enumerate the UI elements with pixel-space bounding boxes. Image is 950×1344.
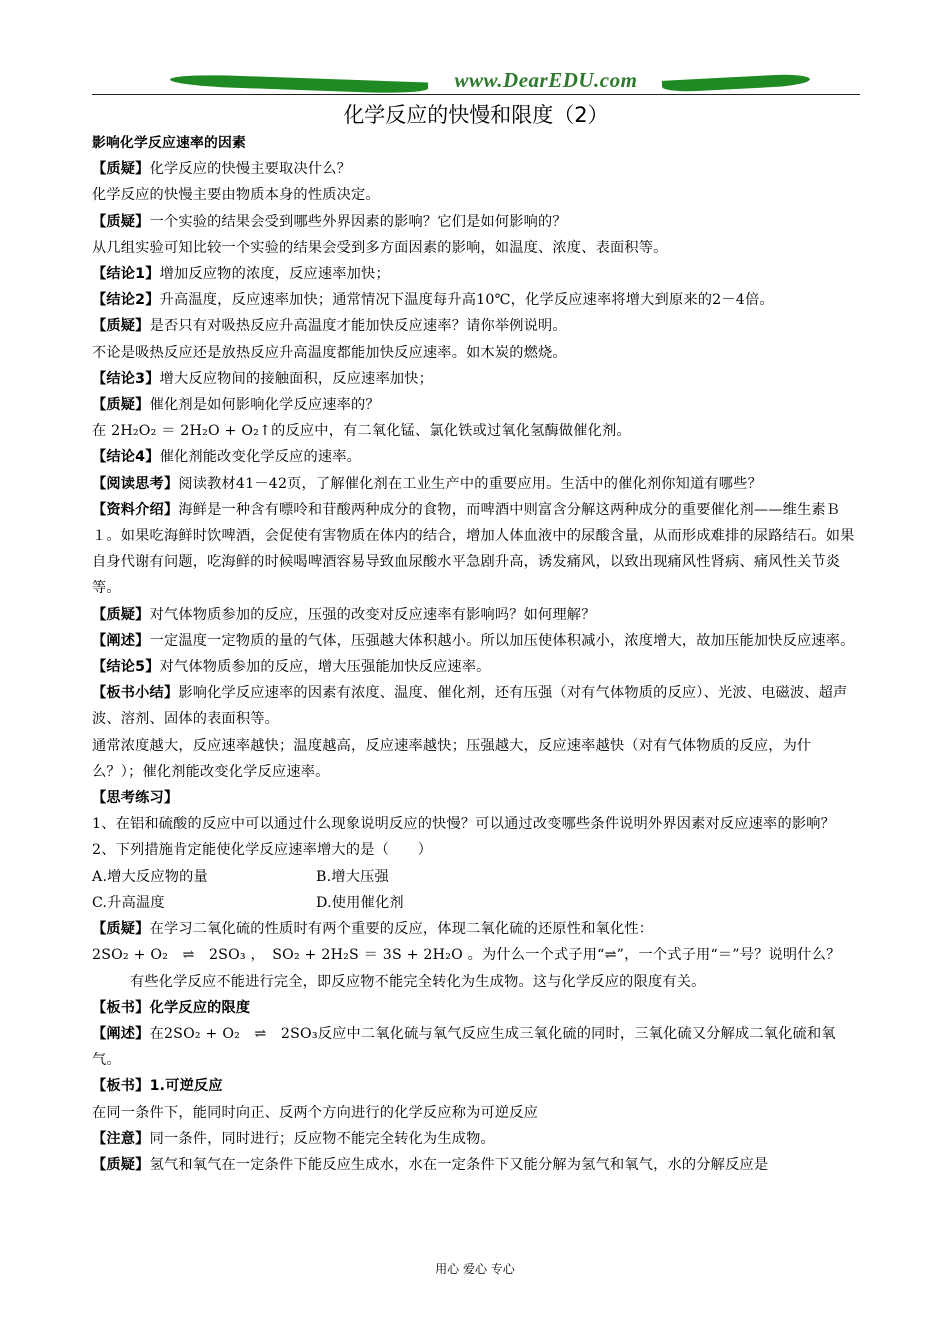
- paragraph-text: 化学反应的限度: [149, 999, 251, 1016]
- body-paragraph: 2、下列措施肯定能使化学反应速率增大的是（ ）: [92, 842, 433, 859]
- site-header: [92, 70, 860, 100]
- tagged-paragraph: [92, 261, 860, 287]
- paragraph-tag: 【质疑】: [92, 921, 150, 938]
- right-leaf-decoration: [662, 73, 810, 93]
- body-paragraph: 在 2H₂O₂ ＝ 2H₂O + O₂↑的反应中，有二氧化锰、氯化铁或过氧化氢酶做催化剂。: [92, 423, 631, 440]
- paragraph-tag: 【质疑】: [92, 318, 150, 335]
- paragraph-tag: 【质疑】: [92, 397, 150, 414]
- tagged-paragraph: [92, 1073, 860, 1099]
- page-title: 化学反应的快慢和限度（2）: [343, 103, 609, 127]
- paragraph-text: 一定温度一定物质的量的气体，压强越大体积越小。所以加压使体积减小，浓度增大，故加压能加快反应速率。: [149, 632, 855, 649]
- paragraph-text: 在2SO₂ + O₂ ⇌ 2SO₃反应中二氧化硫与氧气反应生成三氧化硫的同时，三氧化硫又分解成二氧化硫和氧气。: [92, 1025, 836, 1069]
- paragraph-tag: 【阐述】: [92, 632, 150, 649]
- paragraph-tag: 【质疑】: [92, 1156, 150, 1173]
- tagged-paragraph: [92, 628, 860, 654]
- tagged-paragraph: [92, 785, 860, 811]
- site-brand-logo: www.DearEDU.com: [454, 68, 638, 92]
- answer-options-row: [92, 864, 860, 890]
- paragraph-text: 化学反应的快慢主要取决什么？: [149, 161, 351, 178]
- paragraph-tag: 【质疑】: [92, 213, 150, 230]
- section-heading: 影响化学反应速率的因素: [92, 135, 246, 151]
- tagged-paragraph: [92, 471, 860, 497]
- paragraph-text: 在学习二氧化硫的性质时有两个重要的反应，体现二氧化硫的还原性和氧化性：: [149, 921, 654, 938]
- paragraph-tag: 【板书小结】: [92, 685, 179, 702]
- tagged-paragraph: [92, 916, 860, 942]
- paragraph-tag: 【结论1】: [92, 266, 160, 283]
- paragraph-tag: 【资料介绍】: [92, 501, 179, 518]
- paragraph-text: 氢气和氧气在一定条件下能反应生成水，水在一定条件下又能分解为氢气和氧气，水的分解反应是: [149, 1156, 769, 1173]
- paragraph-tag: 【注意】: [92, 1130, 150, 1147]
- paragraph-tag: 【结论2】: [92, 292, 160, 309]
- tagged-paragraph: [92, 654, 860, 680]
- body-paragraph: 不论是吸热反应还是放热反应升高温度都能加快反应速率。如木炭的燃烧。: [92, 344, 567, 361]
- tagged-paragraph: [92, 680, 860, 732]
- body-paragraph: 有些化学反应不能进行完全，即反应物不能完全转化为生成物。这与化学反应的限度有关。: [130, 973, 706, 990]
- paragraph-text: 增加反应物的浓度，反应速率加快；: [159, 266, 390, 283]
- tagged-paragraph: [92, 1126, 860, 1152]
- answer-option: D.使用催化剂: [316, 894, 404, 911]
- body-paragraph: 通常浓度越大，反应速率越快；温度越高，反应速率越快；压强越大，反应速率越快（对有气体物质的反应，为什么？）；催化剂能改变化学反应速率。: [92, 737, 812, 780]
- tagged-paragraph: [92, 209, 860, 235]
- paragraph-tag: 【思考练习】: [92, 790, 179, 807]
- tagged-paragraph: [92, 313, 860, 339]
- paragraph-text: 催化剂能改变化学反应的速率。: [159, 449, 362, 466]
- tagged-paragraph: [92, 497, 860, 602]
- paragraph-tag: 【质疑】: [92, 161, 150, 178]
- paragraph-text: 1.可逆反应: [149, 1078, 223, 1095]
- answer-options-row: [92, 890, 860, 916]
- tagged-paragraph: [92, 287, 860, 313]
- paragraph-tag: 【结论5】: [92, 659, 160, 676]
- body-paragraph: 在同一条件下，能同时向正、反两个方向进行的化学反应称为可逆反应: [92, 1104, 539, 1121]
- paragraph-text: 催化剂是如何影响化学反应速率的？: [149, 397, 380, 414]
- tagged-paragraph: [92, 444, 860, 470]
- answer-option: B.增大压强: [316, 868, 389, 885]
- tagged-paragraph: [92, 602, 860, 628]
- paragraph-text: 对气体物质参加的反应，增大压强能加快反应速率。: [159, 659, 491, 676]
- answer-option: A.增大反应物的量: [92, 868, 208, 885]
- answer-option: C.升高温度: [92, 894, 165, 911]
- paragraph-tag: 【板书】: [92, 1078, 150, 1095]
- tagged-paragraph: [92, 1152, 860, 1178]
- paragraph-text: 增大反应物间的接触面积，反应速率加快；: [159, 370, 433, 387]
- paragraph-text: 是否只有对吸热反应升高温度才能加快反应速率？请你举例说明。: [149, 318, 567, 335]
- left-leaf-decoration: [170, 74, 428, 95]
- paragraph-text: 阅读教材41－42页，了解催化剂在工业生产中的重要应用。生活中的催化剂你知道有哪些？: [178, 475, 762, 492]
- header-rule: [92, 94, 860, 95]
- document-body: [92, 130, 860, 1178]
- paragraph-text: 同一条件，同时进行；反应物不能完全转化为生成物。: [149, 1130, 495, 1147]
- paragraph-tag: 【结论4】: [92, 449, 160, 466]
- tagged-paragraph: [92, 156, 860, 182]
- paragraph-text: 升高温度，反应速率加快；通常情况下温度每升高10℃，化学反应速率将增大到原来的2－4倍。: [159, 292, 774, 309]
- paragraph-tag: 【结论3】: [92, 370, 160, 387]
- paragraph-tag: 【阐述】: [92, 1025, 150, 1042]
- tagged-paragraph: [92, 366, 860, 392]
- body-paragraph: 2SO₂ + O₂ ⇌ 2SO₃ ， SO₂ + 2H₂S ＝ 3S + 2H₂O 。为什么一个式子用“⇌”，一个式子用“＝”号？说明什么？: [92, 947, 841, 964]
- tagged-paragraph: [92, 392, 860, 418]
- paragraph-text: 一个实验的结果会受到哪些外界因素的影响？它们是如何影响的？: [149, 213, 567, 230]
- paragraph-text: 影响化学反应速率的因素有浓度、温度、催化剂，还有压强（对有气体物质的反应）、光波、电磁波、超声波、溶剂、固体的表面积等。: [92, 685, 848, 728]
- paragraph-tag: 【质疑】: [92, 606, 150, 623]
- paragraph-tag: 【板书】: [92, 999, 150, 1016]
- tagged-paragraph: [92, 1021, 860, 1073]
- paragraph-tag: 【阅读思考】: [92, 475, 179, 492]
- tagged-paragraph: [92, 995, 860, 1021]
- body-paragraph: 化学反应的快慢主要由物质本身的性质决定。: [92, 187, 380, 204]
- body-paragraph: 从几组实验可知比较一个实验的结果会受到多方面因素的影响，如温度、浓度、表面积等。: [92, 239, 668, 256]
- paragraph-text: 对气体物质参加的反应，压强的改变对反应速率有影响吗？如何理解？: [149, 606, 596, 623]
- body-paragraph: 1、在铝和硫酸的反应中可以通过什么现象说明反应的快慢？可以通过改变哪些条件说明外界因素对反应速率的影响？: [92, 816, 835, 833]
- page-footer: 用心 爱心 专心: [435, 1262, 515, 1276]
- paragraph-text: 海鲜是一种含有嘌呤和苷酸两种成分的食物，而啤酒中则富含分解这两种成分的重要催化剂——维生素Ｂ１。如果吃海鲜时饮啤酒，会促使有害物质在体内的结合，增加人体血液中的尿酸含量，从而形成难排的尿路结石。如果自身代谢有问题，吃海鲜的时候喝啤酒容易导致血尿酸水平急剧升高，诱发痛风，以致出现痛风性肾病、痛风性关节炎等。: [92, 501, 855, 597]
